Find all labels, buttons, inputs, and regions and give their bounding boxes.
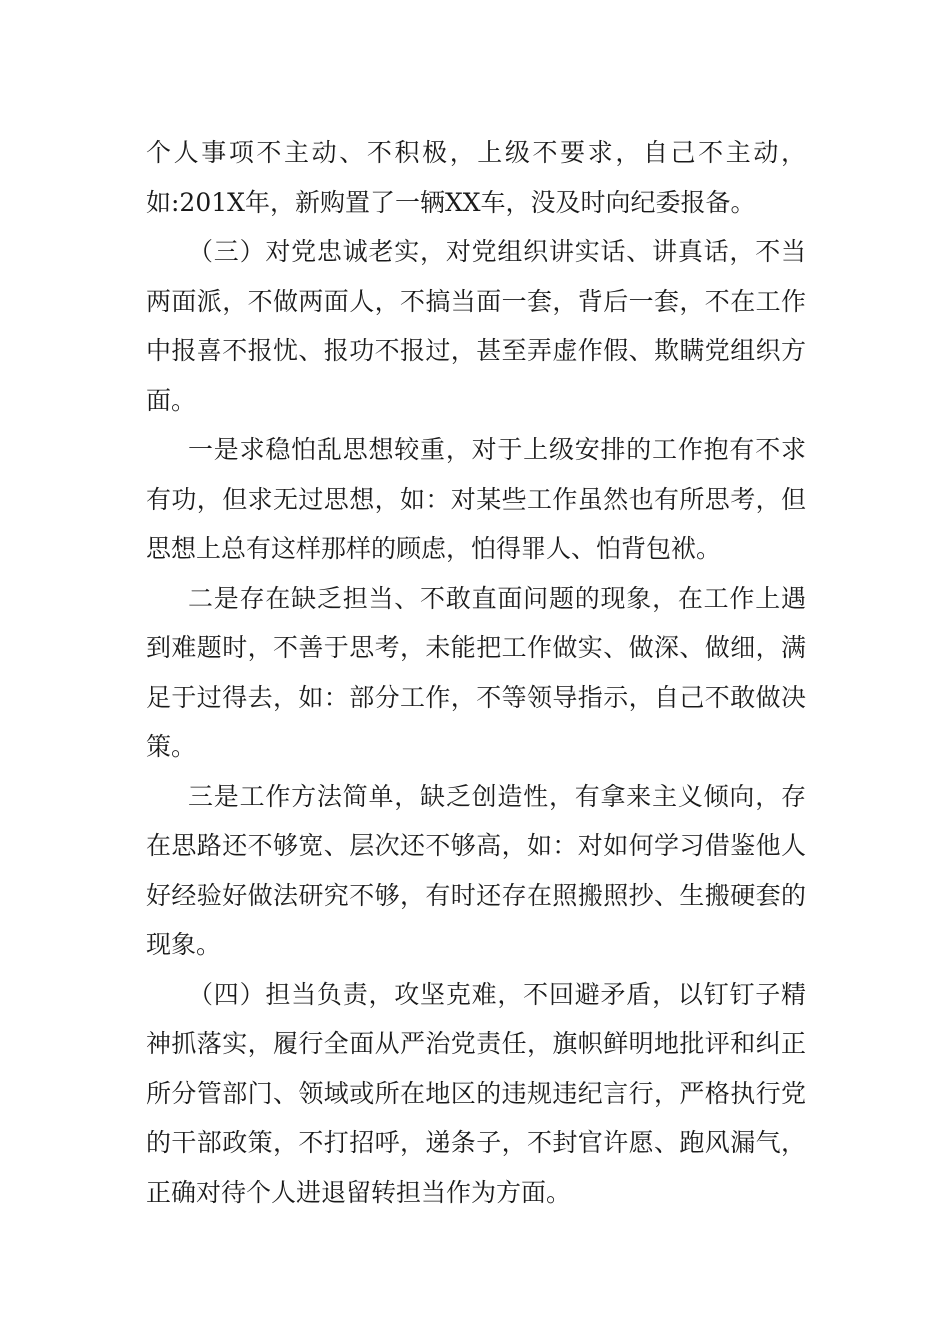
paragraph-section-four-heading: （四）担当负责，攻坚克难，不回避矛盾，以钉钉子精神抓落实，履行全面从严治党责任，旗帜鲜明地批评和纠正所分管部门、领域或所在地区的违规违纪言行，严格执行党的干部政策，不打招呼，递条子，不封官许愿、跑风漏气，正确对待个人进退留转担当作为方面。 [146, 979, 806, 1207]
document-body [146, 128, 806, 1217]
paragraph-issue-two: 二是存在缺乏担当、不敢直面问题的现象，在工作上遇到难题时，不善于思考，未能把工作做实、做深、做细，满足于过得去，如：部分工作，不等领导指示，自己不敢做决策。 [146, 583, 806, 761]
paragraph-section-three-heading: （三）对党忠诚老实，对党组织讲实话、讲真话，不当两面派，不做两面人，不搞当面一套，背后一套，不在工作中报喜不报忧、报功不报过，甚至弄虚作假、欺瞒党组织方面。 [146, 237, 806, 415]
paragraph-issue-one: 一是求稳怕乱思想较重，对于上级安排的工作抱有不求有功，但求无过思想，如：对某些工作虽然也有所思考，但思想上总有这样那样的顾虑，怕得罪人、怕背包袱。 [146, 435, 806, 563]
paragraph-issue-three: 三是工作方法简单，缺乏创造性，有拿来主义倾向，存在思路还不够宽、层次还不够高，如：对如何学习借鉴他人好经验好做法研究不够，有时还存在照搬照抄、生搬硬套的现象。 [146, 781, 806, 959]
paragraph-continuation: 个人事项不主动、不积极，上级不要求，自己不主动，如:201X年，新购置了一辆XX车，没及时向纪委报备。 [146, 138, 806, 217]
